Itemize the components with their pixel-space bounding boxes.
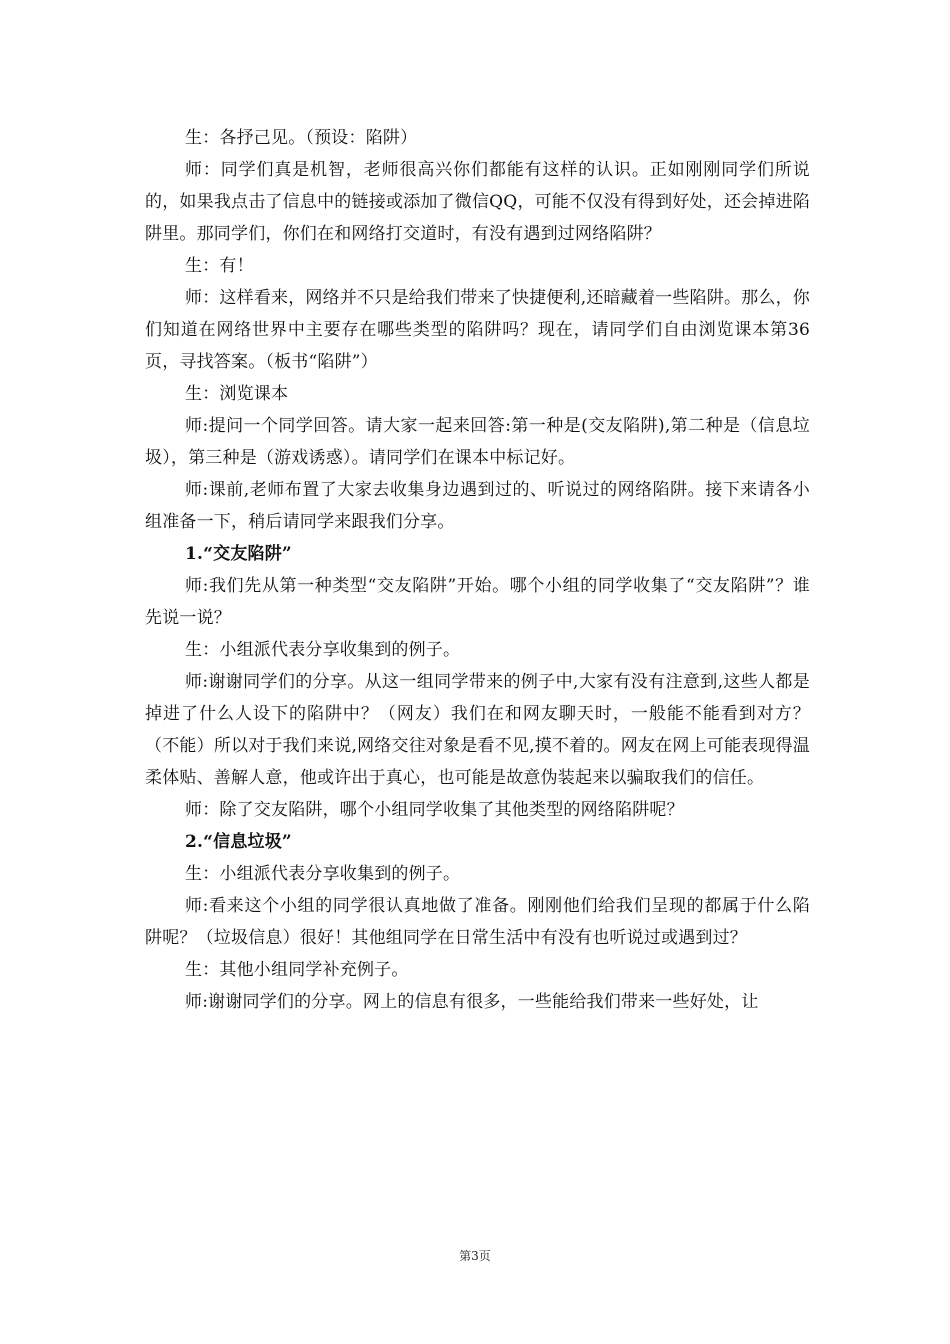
paragraph: 生：其他小组同学补充例子。 (185, 960, 409, 980)
paragraph: 师:课前,老师布置了大家去收集身边遇到过的、听说过的网络陷阱。接下来请各小组准备一下，稍后请同学来跟我们分享。 (145, 480, 810, 532)
page-number: 第3页 (459, 1249, 491, 1263)
paragraph: 生：浏览课本 (185, 384, 289, 404)
paragraph: 生：有！ (185, 256, 254, 276)
paragraph: 师：同学们真是机智，老师很高兴你们都能有这样的认识。正如刚刚同学们所说的，如果我点击了信息中的链接或添加了微信QQ，可能不仅没有得到好处，还会掉进陷阱里。那同学们，你们在和网络打交道时，有没有遇到过网络陷阱？ (145, 160, 810, 244)
paragraph: 生：小组派代表分享收集到的例子。 (185, 864, 461, 884)
paragraph: 生：小组派代表分享收集到的例子。 (185, 640, 461, 660)
paragraph: 师：除了交友陷阱，哪个小组同学收集了其他类型的网络陷阱呢？ (185, 800, 684, 820)
paragraph: 师:看来这个小组的同学很认真地做了准备。刚刚他们给我们呈现的都属于什么陷阱呢？（垃圾信息）很好！其他组同学在日常生活中有没有也听说过或遇到过？ (145, 896, 810, 948)
paragraph: 师：这样看来，网络并不只是给我们带来了快捷便利,还暗藏着一些陷阱。那么，你们知道在网络世界中主要存在哪些类型的陷阱吗？现在，请同学们自由浏览课本第36页，寻找答案。（板书“陷阱”） (145, 288, 810, 372)
paragraph: 师:提问一个同学回答。请大家一起来回答:第一种是(交友陷阱),第二种是（信息垃圾），第三种是（游戏诱惑）。请同学们在课本中标记好。 (145, 416, 811, 468)
body-text (145, 122, 810, 1018)
section-heading: 1.“交友陷阱” (185, 544, 292, 564)
section-heading: 2.“信息垃圾” (185, 832, 292, 852)
paragraph: 师:谢谢同学们的分享。从这一组同学带来的例子中,大家有没有注意到,这些人都是掉进了什么人设下的陷阱中？（网友）我们在和网友聊天时，一般能不能看到对方？（不能）所以对于我们来说,网络交往对象是看不见,摸不着的。网友在网上可能表现得温柔体贴、善解人意，他或许出于真心，也可能是故意伪装起来以骗取我们的信任。 (145, 672, 810, 788)
paragraph: 师:我们先从第一种类型“交友陷阱”开始。哪个小组的同学收集了“交友陷阱”？谁先说一说？ (145, 576, 810, 628)
paragraph: 生：各抒己见。（预设：陷阱） (185, 128, 418, 148)
paragraph: 师:谢谢同学们的分享。网上的信息有很多，一些能给我们带来一些好处，让 (185, 992, 759, 1012)
